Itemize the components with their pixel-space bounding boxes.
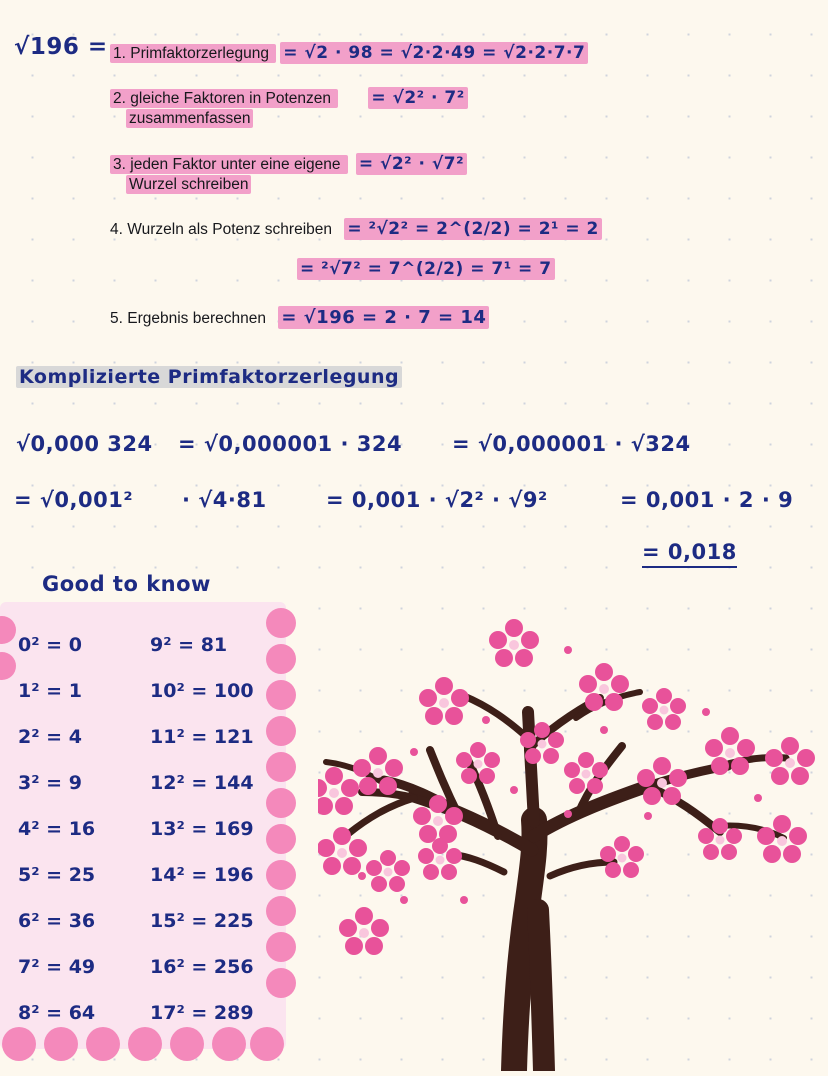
gtk-col2-row2: 10² = 100 (150, 680, 254, 702)
step-5-number: 5. (110, 310, 123, 327)
step-2-text: gleiche Faktoren in Potenzen (130, 90, 332, 107)
step-1-text: Primfaktorzerlegung (130, 45, 269, 62)
section-2-heading: Komplizierte Primfaktorzerlegung (16, 366, 402, 388)
step-5-math: = √196 = 2 · 7 = 14 (278, 306, 489, 329)
cherry-blossom-tree-illustration (318, 600, 828, 1071)
line2-d: = 0,001 · 2 · 9 (620, 488, 794, 512)
line1-right: = √0,000001 · √324 (452, 432, 691, 456)
line1-mid: = √0,000001 · 324 (178, 432, 403, 456)
gtk-col1-row1: 0² = 0 (18, 634, 82, 656)
gtk-col2-row9: 17² = 289 (150, 1002, 254, 1024)
step-5-text: Ergebnis berechnen (127, 310, 266, 327)
gtk-col2-row5: 13² = 169 (150, 818, 254, 840)
good-to-know-title: Good to know (42, 572, 211, 596)
gtk-col2-row8: 16² = 256 (150, 956, 254, 978)
step-1-math: = √2 · 98 = √2·2·49 = √2·2·7·7 (280, 42, 588, 64)
gtk-col1-row7: 6² = 36 (18, 910, 96, 932)
step-2-label-cont (126, 110, 253, 128)
gtk-col2-row1: 9² = 81 (150, 634, 228, 656)
final-result: = 0,018 (642, 540, 737, 568)
step-2-math: = √2² · 7² (368, 87, 467, 109)
gtk-col1-row4: 3² = 9 (18, 772, 82, 794)
line2-a: = √0,001² (14, 488, 134, 512)
gtk-col2-row7: 15² = 225 (150, 910, 254, 932)
step-1-label (110, 44, 276, 63)
step-2-number: 2. (113, 90, 126, 107)
step-1-row (110, 43, 588, 63)
sqrt196-title (14, 34, 108, 60)
gtk-col1-row3: 2² = 4 (18, 726, 82, 748)
step-4-number: 4. (110, 221, 123, 238)
step-4-math: = ²√2² = 2^(2/2) = 2¹ = 2 (344, 218, 602, 240)
good-to-know-box (0, 602, 286, 1049)
gtk-col1-row2: 1² = 1 (18, 680, 82, 702)
gtk-col1-row6: 5² = 25 (18, 864, 96, 886)
gtk-col1-row5: 4² = 16 (18, 818, 96, 840)
step-3-math: = √2² · √7² (356, 153, 467, 175)
line2-b: · √4·81 (182, 488, 267, 512)
gtk-col1-row8: 7² = 49 (18, 956, 96, 978)
step-5-row (110, 307, 489, 328)
step-3-text: jeden Faktor unter eine eigene (130, 156, 341, 173)
step-3-label-cont (126, 176, 251, 194)
gtk-col2-row3: 11² = 121 (150, 726, 254, 748)
gtk-col1-row9: 8² = 64 (18, 1002, 96, 1024)
step-4-row (110, 219, 602, 239)
step-2-label (110, 89, 338, 108)
line1-left: √0,000 324 (16, 432, 153, 456)
step-3-number: 3. (113, 156, 126, 173)
step-2-row (110, 88, 468, 108)
line2-c: = 0,001 · √2² · √9² (326, 488, 548, 512)
step-3-label (110, 155, 348, 174)
step-3-row (110, 154, 467, 174)
gtk-col2-row4: 12² = 144 (150, 772, 254, 794)
step-1-number: 1. (113, 45, 126, 62)
step-4-text: Wurzeln als Potenz schreiben (127, 221, 333, 238)
gtk-col2-row6: 14² = 196 (150, 864, 254, 886)
step-4-math-2: = ²√7² = 7^(2/2) = 7¹ = 7 (297, 258, 555, 280)
step-2-text-2: zusammenfassen (126, 109, 253, 128)
sqrt196-title-text: √196 = (14, 34, 108, 60)
step-3-text-2: Wurzel schreiben (126, 175, 251, 194)
